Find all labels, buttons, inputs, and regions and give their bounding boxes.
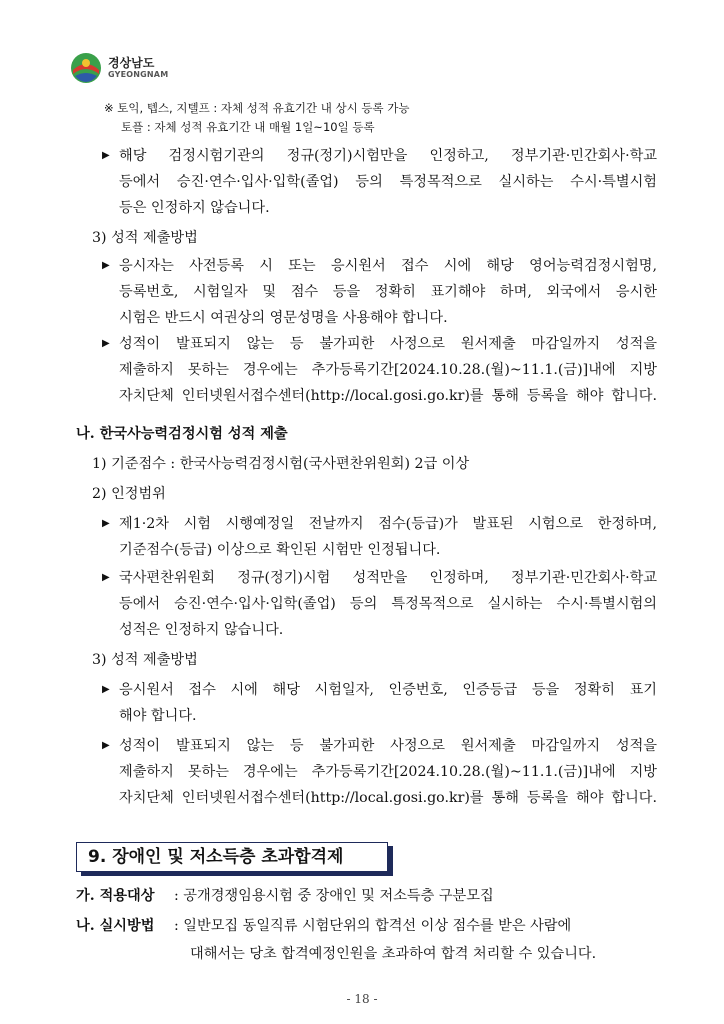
item-recognition-scope: 2) 인정범위	[92, 486, 166, 502]
note-line-2: 토플 : 자체 성적 유효기간 내 매월 1일~10일 등록	[121, 120, 375, 134]
bullet-2-line-3: 시험은 반드시 여권상의 영문성명을 사용해야 합니다.	[119, 310, 448, 326]
bullet-3-line-2: 제출하지 못하는 경우에는 추가등록기간[2024.10.28.(월)~11.1.(금)]내에 지방	[119, 362, 657, 378]
bullet-3-line-1: 성적이 발표되지 않는 등 불가피한 사정으로 원서제출 마감일까지 성적을	[119, 336, 657, 352]
na-text-line-2: 대해서는 당초 합격예정인원을 초과하여 합격 처리할 수 있습니다.	[190, 946, 597, 962]
bullet-7-line-2: 제출하지 못하는 경우에는 추가등록기간[2024.10.28.(월)~11.1.(금)]내에 지방	[119, 764, 657, 780]
arrow-bullet-icon: ▶	[102, 572, 110, 583]
arrow-bullet-icon: ▶	[102, 150, 110, 161]
bullet-5-line-1: 국사편찬위원회 정규(정기)시험 성적만을 인정하며, 정부기관·민간회사·학교	[119, 570, 657, 586]
item-standard-score: 1) 기준점수 : 한국사능력검정시험(국사편찬위원회) 2급 이상	[92, 456, 470, 472]
arrow-bullet-icon: ▶	[102, 338, 110, 349]
bullet-5-line-2: 등에서 승진·연수·입사·입학(졸업) 등의 특정목적으로 실시하는 수시·특별시험의	[119, 596, 657, 612]
gyeongnam-emblem-icon	[70, 52, 102, 84]
logo-korean-text: 경상남도	[108, 56, 155, 70]
arrow-bullet-icon: ▶	[102, 260, 110, 271]
na-label: 나. 실시방법	[76, 918, 155, 934]
bullet-1-line-3: 등은 인정하지 않습니다.	[119, 200, 270, 216]
page-number: - 18 -	[346, 992, 378, 1006]
subheading-submission-method: 3) 성적 제출방법	[92, 230, 198, 246]
bullet-2-line-1: 응시자는 사전등록 시 또는 응시원서 접수 시에 해당 영어능력검정시험명,	[119, 258, 657, 274]
section-9-title: 9. 장애인 및 저소득층 초과합격제	[88, 847, 344, 867]
bullet-5-line-3: 성적은 인정하지 않습니다.	[119, 622, 284, 638]
logo-english-text: GYEONGNAM	[108, 70, 169, 79]
bullet-1-line-2: 등에서 승진·연수·입사·입학(졸업) 등의 특정목적으로 실시하는 수시·특별시험	[119, 174, 657, 190]
arrow-bullet-icon: ▶	[102, 684, 110, 695]
note-line-1: ※ 토익, 텝스, 지텔프 : 자체 성적 유효기간 내 상시 등록 가능	[104, 101, 410, 115]
na-text-line-1: : 일반모집 동일직류 시험단위의 합격선 이상 점수를 받은 사람에	[174, 918, 572, 934]
bullet-3-line-3: 자치단체 인터넷원서접수센터(http://local.gosi.go.kr)를 통해 등록을 해야 합니다.	[119, 388, 657, 404]
bullet-6-line-1: 응시원서 접수 시에 해당 시험일자, 인증번호, 인증등급 등을 정확히 표기	[119, 682, 657, 698]
section-heading-korean-history: 나. 한국사능력검정시험 성적 제출	[76, 426, 288, 442]
ga-label: 가. 적용대상	[76, 888, 155, 904]
bullet-7-line-1: 성적이 발표되지 않는 등 불가피한 사정으로 원서제출 마감일까지 성적을	[119, 738, 657, 754]
arrow-bullet-icon: ▶	[102, 740, 110, 751]
ga-text: : 공개경쟁임용시험 중 장애인 및 저소득층 구분모집	[174, 888, 494, 904]
bullet-1-line-1: 해당 검정시험기관의 정규(정기)시험만을 인정하고, 정부기관·민간회사·학교	[119, 148, 657, 164]
arrow-bullet-icon: ▶	[102, 518, 110, 529]
bullet-4-line-1: 제1·2차 시험 시행예정일 전날까지 점수(등급)가 발표된 시험으로 한정하며,	[119, 516, 657, 532]
bullet-6-line-2: 해야 합니다.	[119, 708, 197, 724]
subheading-submission-method-2: 3) 성적 제출방법	[92, 652, 198, 668]
bullet-7-line-3: 자치단체 인터넷원서접수센터(http://local.gosi.go.kr)를 통해 등록을 해야 합니다.	[119, 790, 657, 806]
bullet-4-line-2: 기준점수(등급) 이상으로 확인된 시험만 인정됩니다.	[119, 542, 441, 558]
gyeongnam-logo	[70, 52, 168, 84]
bullet-2-line-2: 등록번호, 시험일자 및 점수 등을 정확히 표기해야 하며, 외국에서 응시한	[119, 284, 657, 300]
